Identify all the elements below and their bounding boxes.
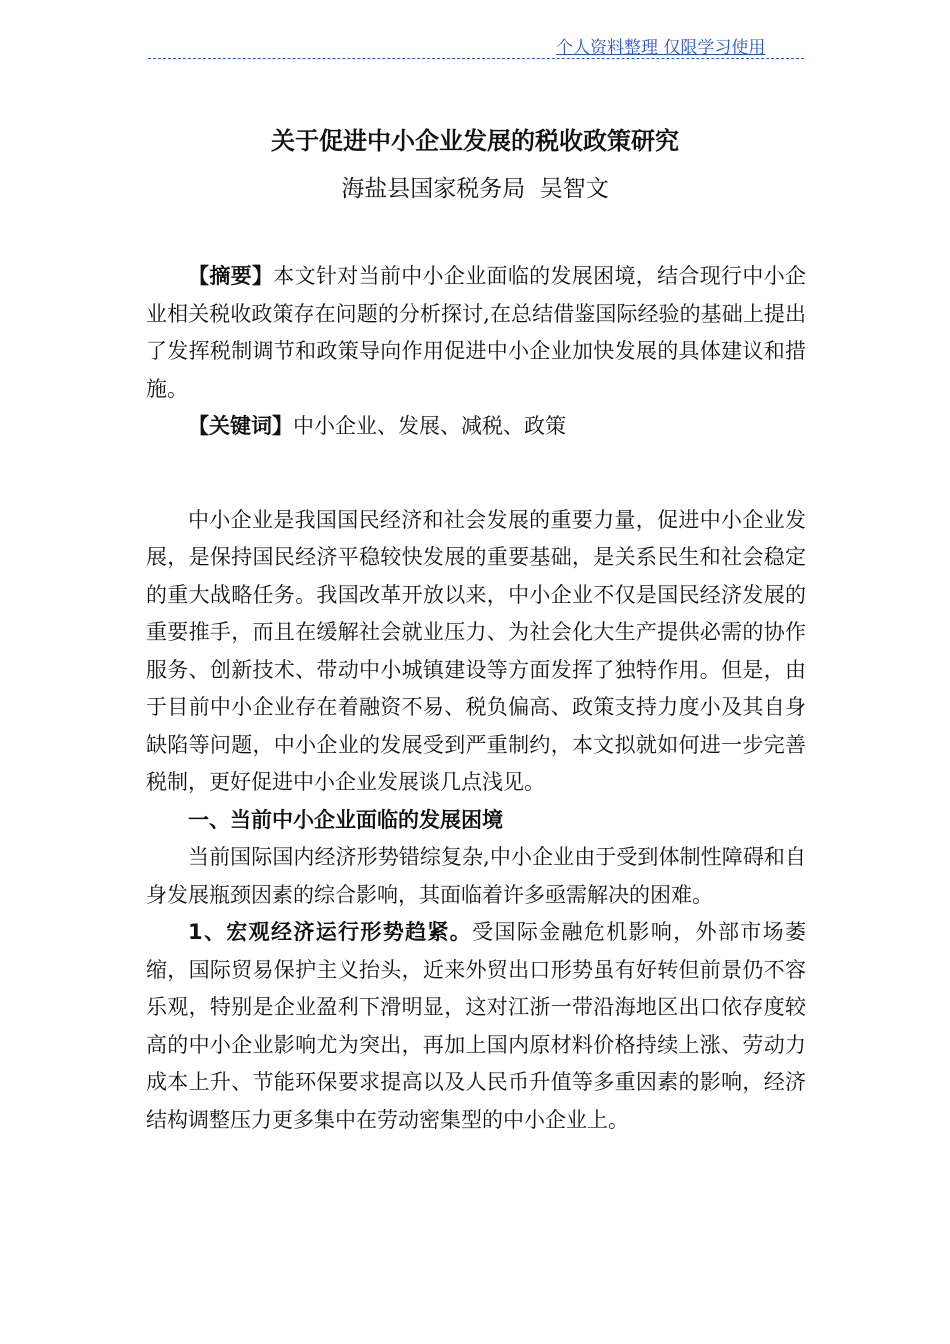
- abstract-text: 本文针对当前中小企业面临的发展困境，结合现行中小企业相关税收政策存在问题的分析探讨,在总结借鉴国际经验的基础上提出了发挥税制调节和政策导向作用促进中小企业加快发展的具体建议和措施。: [146, 264, 807, 401]
- document-title: 关于促进中小企业发展的税收政策研究: [271, 127, 679, 155]
- abstract-paragraph: [146, 258, 806, 408]
- section-heading-1: 一、当前中小企业面临的发展困境: [188, 807, 503, 832]
- keywords-text: 中小企业、发展、减税、政策: [293, 414, 566, 438]
- header-divider: [148, 58, 804, 59]
- section1-paragraph: 当前国际国内经济形势错综复杂,中小企业由于受到体制性障碍和自身发展瓶颈因素的综合影响，其面临着许多亟需解决的困难。: [146, 845, 806, 907]
- document-body: [146, 258, 806, 1139]
- intro-paragraph: 中小企业是我国国民经济和社会发展的重要力量，促进中小企业发展，是保持国民经济平稳较快发展的重要基础，是关系民生和社会稳定的重大战略任务。我国改革开放以来，中小企业不仅是国民经济发展的重要推手，而且在缓解社会就业压力、为社会化大生产提供必需的协作服务、创新技术、带动中小城镇建设等方面发挥了独特作用。但是，由于目前中小企业存在着融资不易、税负偏高、政策支持力度小及其自身缺陷等问题，中小企业的发展受到严重制约，本文拟就如何进一步完善税制，更好促进中小企业发展谈几点浅见。: [146, 507, 806, 794]
- keywords-paragraph: [146, 408, 806, 446]
- point1-title: 1、宏观经济运行形势趋紧。: [188, 920, 473, 944]
- abstract-label: 【摘要】: [188, 264, 274, 288]
- page-header-note: 个人资料整理 仅限学习使用: [556, 38, 766, 58]
- point1-text: 受国际金融危机影响，外部市场萎缩，国际贸易保护主义抬头，近来外贸出口形势虽有好转但前景仍不容乐观，特别是企业盈利下滑明显，这对江浙一带沿海地区出口依存度较高的中小企业影响尤为突出，再加上国内原材料价格持续上涨、劳动力成本上升、节能环保要求提高以及人民币升值等多重因素的影响，经济结构调整压力更多集中在劳动密集型的中小企业上。: [146, 920, 806, 1132]
- document-author: 海盐县国家税务局 吴智文: [341, 176, 609, 202]
- point1-paragraph: [146, 914, 806, 1139]
- paragraph-gap: [146, 446, 806, 502]
- keywords-label: 【关键词】: [188, 414, 293, 438]
